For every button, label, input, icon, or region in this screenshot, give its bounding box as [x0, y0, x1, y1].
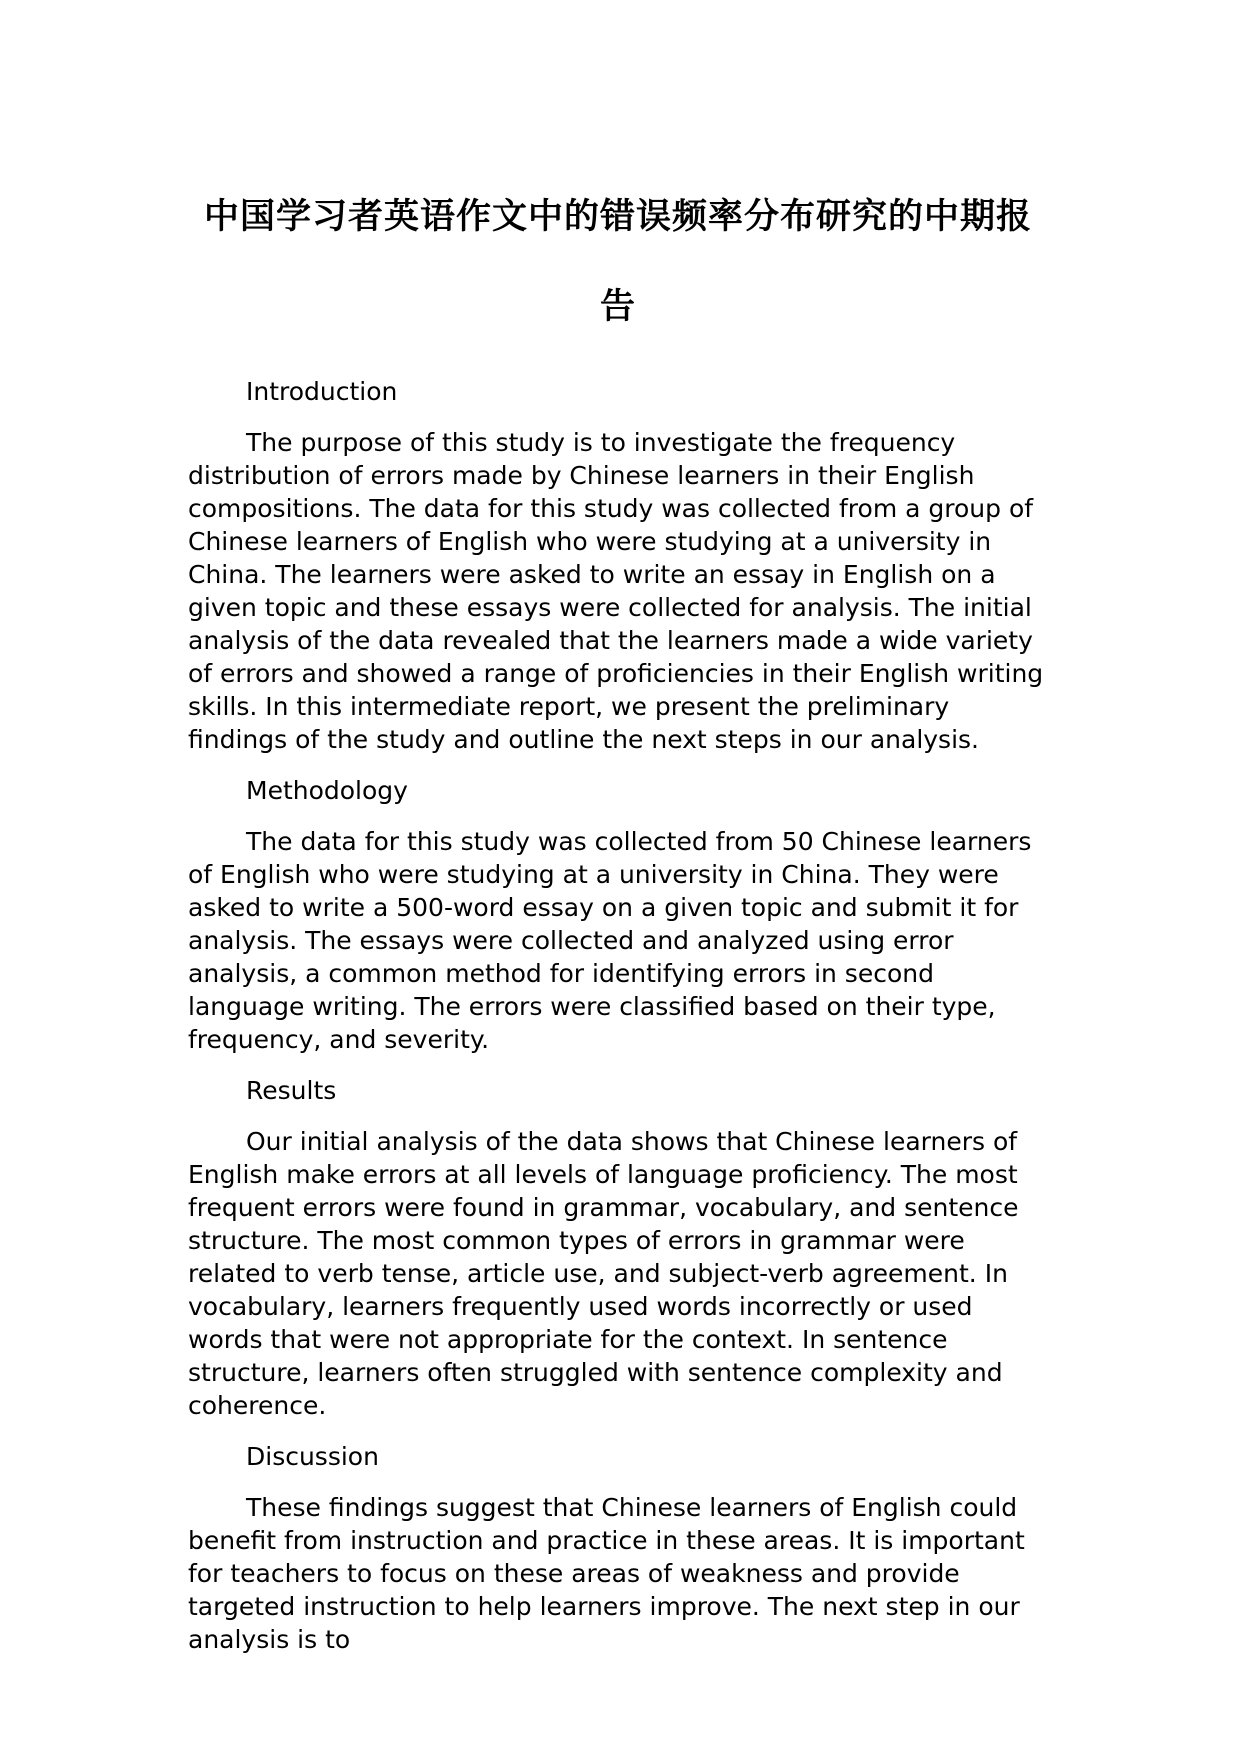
section-results — [188, 1074, 1048, 1422]
section-paragraph: Our initial analysis of the data shows that Chinese learners of English make errors at all levels of language proficiency. The most frequent errors were found in grammar, vocabulary, and sentence structure. The most common types of errors in grammar were related to verb tense, article use, and subject-verb agreement. In vocabulary, learners frequently used words incorrectly or used words that were not appropriate for the context. In sentence structure, learners often struggled with sentence complexity and coherence. — [188, 1127, 1019, 1420]
section-heading: Introduction — [246, 377, 398, 406]
section-paragraph: The purpose of this study is to investigate the frequency distribution of errors made by Chinese learners in their English compositions. The data for this study was collected from a group of Chinese learners of English who were studying at a university in China. The learners were asked to write an essay in English on a given topic and these essays were collected for analysis. The initial analysis of the data revealed that the learners made a wide variety of errors and showed a range of proficiencies in their English writing skills. In this intermediate report, we present the preliminary findings of the study and outline the next steps in our analysis. — [188, 428, 1044, 754]
section-heading: Discussion — [246, 1442, 379, 1471]
section-paragraph: The data for this study was collected from 50 Chinese learners of English who were studying at a university in China. They were asked to write a 500-word essay on a given topic and submit it for analysis. The essays were collected and analyzed using error analysis, a common method for identifying errors in second language writing. The errors were classified based on their type, frequency, and severity. — [188, 827, 1032, 1054]
section-methodology — [188, 774, 1048, 1056]
section-heading: Results — [246, 1076, 337, 1105]
document-body — [188, 375, 1048, 1674]
section-discussion — [188, 1440, 1048, 1656]
section-paragraph: These findings suggest that Chinese learners of English could benefit from instruction and practice in these areas. It is important for teachers to focus on these areas of weakness and provide targeted instruction to help learners improve. The next step in our analysis is to — [188, 1493, 1025, 1654]
section-introduction — [188, 375, 1048, 756]
section-heading: Methodology — [246, 776, 408, 805]
document-title: 中国学习者英语作文中的错误频率分布研究的中期报告 — [203, 197, 1032, 327]
